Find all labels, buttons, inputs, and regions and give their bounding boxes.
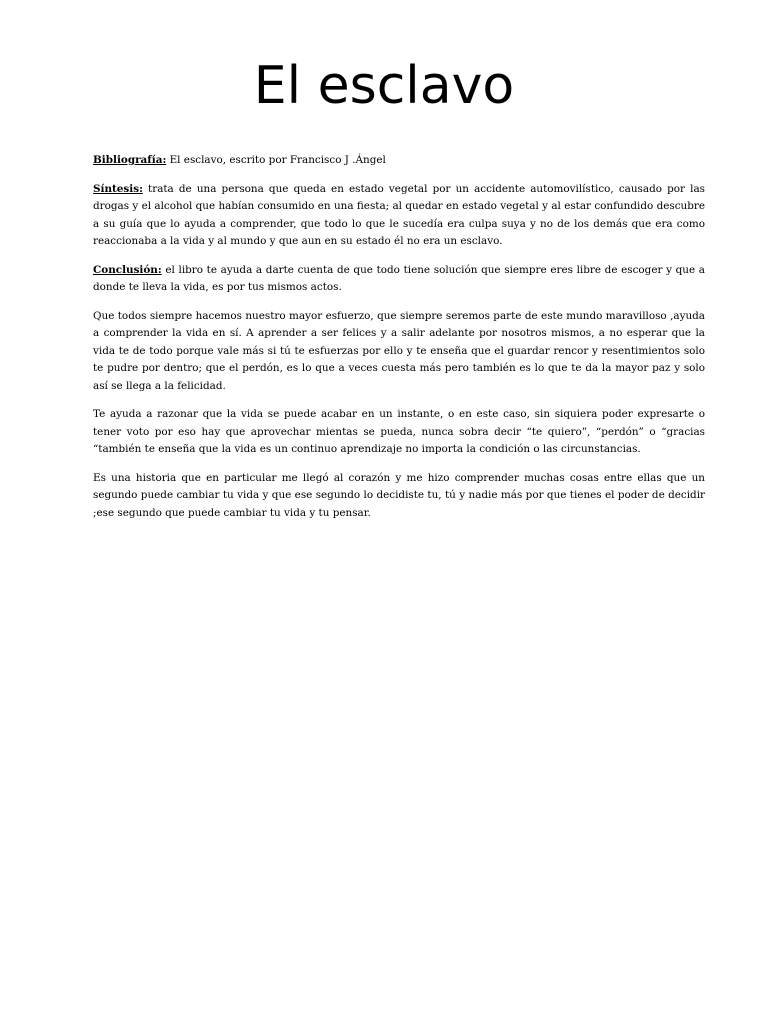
sintesis-label: Síntesis:	[93, 182, 143, 195]
sintesis-paragraph	[93, 181, 705, 251]
bibliografia-label: Bibliografía:	[93, 154, 167, 166]
body-paragraph-1: Que todos siempre hacemos nuestro mayor esfuerzo, que siempre seremos parte de este mundo maravilloso ,ayuda a comprender la vida en sí. A aprender a ser felices y a salir adelante por nosotros mismos, a no esperar que la vida te de todo porque vale más si tú te esfuerzas por ello y te enseña que el guardar rencor y resentimientos solo te pudre por dentro; que el perdón, es lo que a veces cuesta más pero también es lo que te da la mayor paz y solo así se llega a la felicidad.	[93, 309, 705, 392]
conclusion-label: Conclusión:	[93, 263, 162, 276]
sintesis-text: trata de una persona que queda en estado vegetal por un accidente automovilístico, causado por las drogas y el alcohol que habían consumido en una fiesta; al quedar en estado vegetal y al estar confundido descubre a su guía que lo ayuda a comprender, que todo lo que le sucedía era culpa suya y no de los demás que era como reaccionaba a la vida y al mundo y que aun en su estado él no era un esclavo.	[93, 182, 705, 247]
conclusion-text: el libro te ayuda a darte cuenta de que todo tiene solución que siempre eres libre de escoger y que a donde te lleva la vida, es por tus mismos actos.	[93, 263, 705, 293]
page-title: El esclavo	[253, 56, 515, 116]
bibliografia-paragraph	[93, 152, 705, 170]
body-paragraph-2: Te ayuda a razonar que la vida se puede acabar en un instante, o en este caso, sin siquiera poder expresarte o tener voto por eso hay que aprovechar mientas se pueda, nunca sobra decir “te quiero”, “perdón” o “gracias “también te enseña que la vida es un continuo aprendizaje no importa la condición o las circunstancias.	[93, 408, 705, 455]
bibliografia-text: El esclavo, escrito por Francisco J .Ángel	[166, 154, 386, 166]
document-body	[93, 152, 705, 533]
conclusion-paragraph	[93, 262, 705, 297]
body-paragraph-3: Es una historia que en particular me llegó al corazón y me hizo comprender muchas cosas entre ellas que un segundo puede cambiar tu vida y que ese segundo lo decidiste tu, tú y nadie más por que tienes el poder de decidir ;ese segundo que puede cambiar tu vida y tu pensar.	[93, 471, 705, 519]
